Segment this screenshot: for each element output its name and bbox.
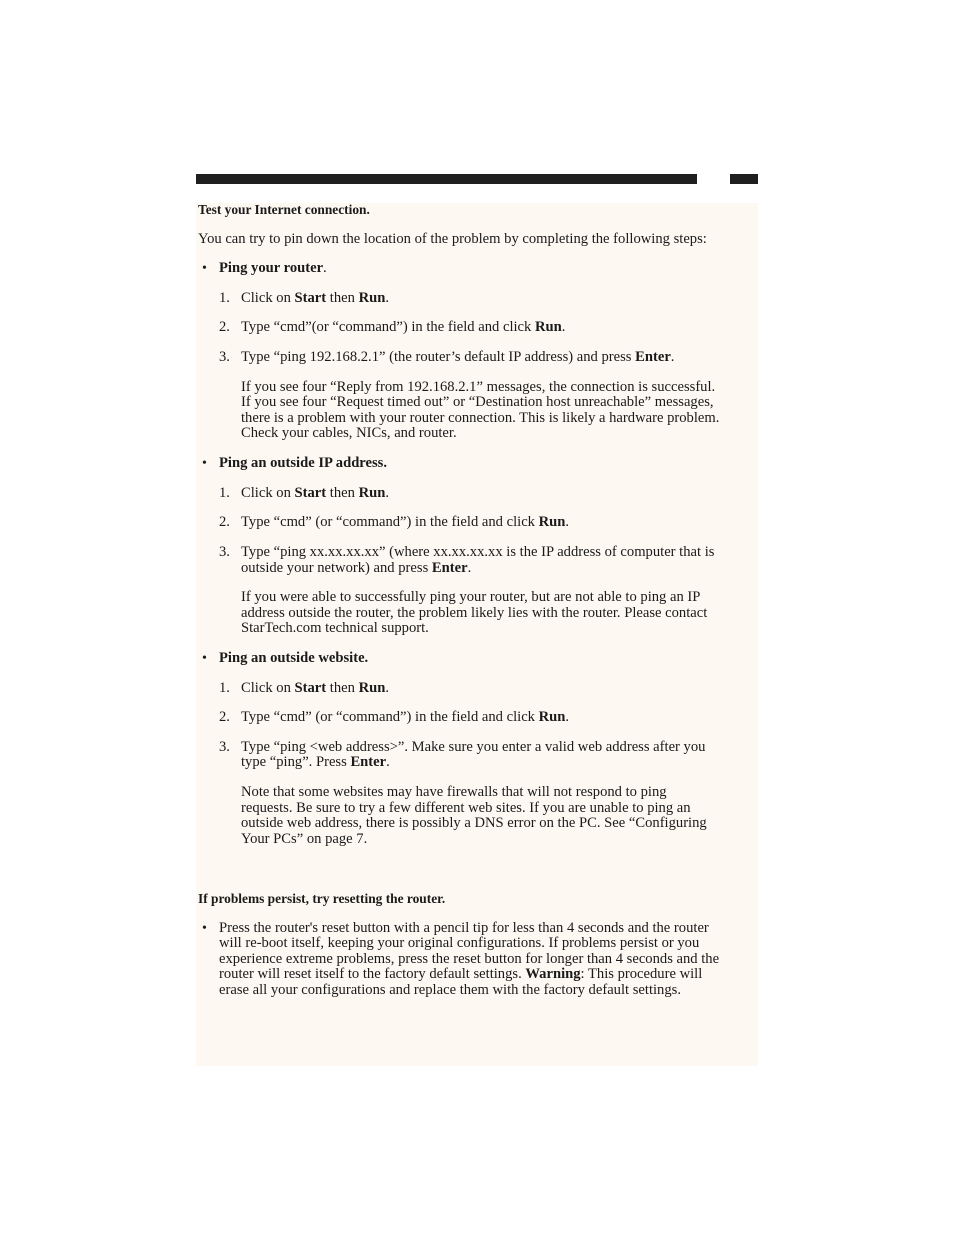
heading-reset-router: If problems persist, try resetting the router. bbox=[198, 891, 446, 906]
step-number: 3. bbox=[219, 544, 230, 560]
note-line: Your PCs” on page 7. bbox=[241, 831, 368, 847]
intro-text: You can try to pin down the location of the problem by completing the following steps: bbox=[198, 231, 707, 247]
step-number: 3. bbox=[219, 739, 230, 755]
section-title-ping-website: Ping an outside website. bbox=[219, 650, 369, 666]
bullet-icon: • bbox=[202, 651, 207, 666]
header-rule bbox=[196, 174, 697, 184]
step-text: Click on Start then Run. bbox=[241, 290, 390, 306]
bullet-icon: • bbox=[202, 261, 207, 276]
step-number: 1. bbox=[219, 680, 230, 696]
note-line: address outside the router, the problem likely lies with the router. Please contact bbox=[241, 605, 708, 621]
note-line: outside web address, there is possibly a DNS error on the PC. See “Configuring bbox=[241, 815, 707, 831]
reset-text: experience extreme problems, press the reset button for longer than 4 seconds and the bbox=[219, 951, 720, 967]
step-text: Click on Start then Run. bbox=[241, 485, 390, 501]
section-title-ping-ip: Ping an outside IP address. bbox=[219, 455, 388, 471]
step-text: Type “ping <web address>”. Make sure you enter a valid web address after you bbox=[241, 739, 706, 755]
step-text: Type “cmd” (or “command”) in the field and click Run. bbox=[241, 709, 570, 725]
note-line: If you see four “Reply from 192.168.2.1” messages, the connection is successful. bbox=[241, 379, 716, 395]
step-number: 2. bbox=[219, 514, 230, 530]
note-line: there is a problem with your router connection. This is likely a hardware problem. bbox=[241, 410, 720, 426]
step-text: Type “ping 192.168.2.1” (the router’s default IP address) and press Enter. bbox=[241, 349, 675, 365]
step-number: 2. bbox=[219, 709, 230, 725]
step-number: 2. bbox=[219, 319, 230, 335]
section-title-ping-router: Ping your router. bbox=[219, 260, 327, 276]
step-text: Type “ping xx.xx.xx.xx” (where xx.xx.xx.xx is the IP address of computer that is bbox=[241, 544, 715, 560]
step-text: Click on Start then Run. bbox=[241, 680, 390, 696]
heading-test-connection: Test your Internet connection. bbox=[198, 202, 370, 217]
reset-text: Press the router's reset button with a pencil tip for less than 4 seconds and the router bbox=[219, 920, 709, 936]
bullet-icon: • bbox=[202, 456, 207, 471]
reset-text: erase all your configurations and replace them with the factory default settings. bbox=[219, 982, 681, 998]
header-rule-tab bbox=[730, 174, 758, 184]
step-number: 1. bbox=[219, 485, 230, 501]
reset-text: router will reset itself to the factory default settings. Warning: This procedure will bbox=[219, 966, 703, 982]
note-line: StarTech.com technical support. bbox=[241, 620, 429, 636]
step-text: Type “cmd”(or “command”) in the field and click Run. bbox=[241, 319, 566, 335]
step-text: type “ping”. Press Enter. bbox=[241, 754, 390, 770]
step-number: 1. bbox=[219, 290, 230, 306]
step-text: Type “cmd” (or “command”) in the field and click Run. bbox=[241, 514, 570, 530]
bullet-icon: • bbox=[202, 921, 207, 936]
note-line: Check your cables, NICs, and router. bbox=[241, 425, 457, 441]
step-text: outside your network) and press Enter. bbox=[241, 560, 472, 576]
note-line: If you were able to successfully ping your router, but are not able to ping an IP bbox=[241, 589, 701, 605]
reset-text: will re-boot itself, keeping your original configurations. If problems persist or you bbox=[219, 935, 700, 951]
step-number: 3. bbox=[219, 349, 230, 365]
note-line: Note that some websites may have firewalls that will not respond to ping bbox=[241, 784, 667, 800]
note-line: requests. Be sure to try a few different web sites. If you are unable to ping an bbox=[241, 800, 691, 816]
note-line: If you see four “Request timed out” or “Destination host unreachable” messages, bbox=[241, 394, 714, 410]
